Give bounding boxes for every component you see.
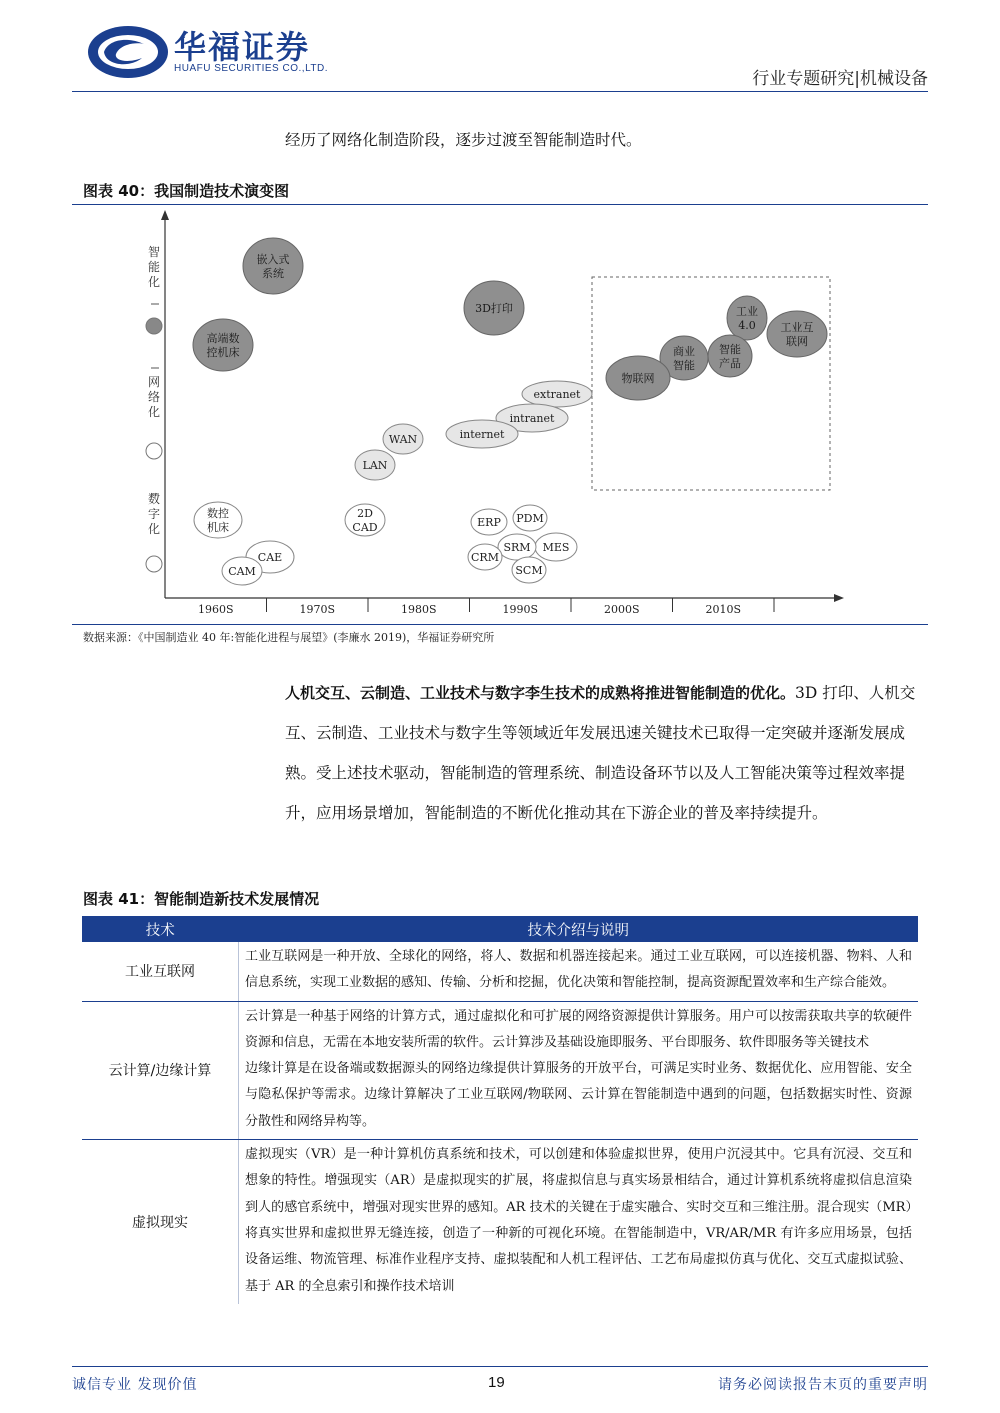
technology-bubble-label: MES [542, 541, 570, 554]
y-axis-arrow [161, 210, 169, 220]
logo-english-name: HUAFU SECURITIES CO.,LTD. [174, 63, 328, 74]
technology-bubble-label: CAD [352, 521, 378, 534]
technology-bubble-label: 数控 [207, 507, 229, 520]
x-tick-label: 1960S [197, 603, 234, 616]
header-divider [72, 91, 928, 92]
y-level-label: 能 [147, 260, 161, 274]
footer-slogan: 诚信专业 发现价值 [72, 1377, 198, 1393]
tech-table-header [82, 916, 918, 942]
tech-description [239, 1001, 919, 1139]
intro-paragraph: 经历了网络化制造阶段，逐步过渡至智能制造时代。 [285, 131, 642, 149]
tech-description-para: 云计算是一种基于网络的计算方式，通过虚拟化和可扩展的网络资源提供计算服务。用户可以按需获取共享的软硬件资源和信息，无需在本地安装所需的软件。云计算涉及基础设施即服务、平台即服务、软件即服务等关键技术 [245, 1008, 912, 1050]
technology-bubble-label: 4.0 [738, 319, 756, 332]
y-level-label: 化 [147, 405, 161, 419]
technology-bubble-label: 系统 [262, 267, 284, 280]
technology-bubble-label: PDM [516, 512, 544, 525]
technology-bubble-label: ERP [477, 516, 501, 529]
technology-bubble-label: 2D [357, 507, 373, 520]
x-tick-label: 1980S [400, 603, 437, 616]
main-paragraph-lead: 人机交互、云制造、工业技术与数字李生技术的成熟将推进智能制造的优化。 [285, 684, 796, 702]
technology-bubble-label: 联网 [786, 335, 808, 348]
y-level-label: 络 [147, 390, 161, 404]
technology-bubble-label: 工业 [736, 305, 758, 318]
technology-bubble-label: SCM [515, 564, 543, 577]
footer-disclaimer: 请务必阅读报告末页的重要声明 [718, 1377, 928, 1393]
table-row [82, 942, 918, 1001]
figure40-top-rule [72, 204, 928, 205]
tech-description [239, 1140, 919, 1304]
technology-bubble-label: 机床 [207, 521, 229, 534]
table-row [82, 1001, 918, 1139]
tech-description-para: 虚拟现实（VR）是一种计算机仿真系统和技术，可以创建和体验虚拟世界，使用户沉浸其中。它具有沉浸、交互和想象的特性。增强现实（AR）是虚拟现实的扩展，将虚拟信息与真实场景相结合，通过计算机系统将虚拟信息渲染到人的感官系统中，增强对现实世界的感知。AR 技术的关键在于虚实融合、实时交互和三维注册。混合现实（MR）将真实世界和虚拟世界无缝连接，创造了一种新的可视化环境。在智能制造中，VR/AR/MR 有许多应用场景，包括设备运维、物流管理、标准作业程序支持、虚拟装配和人机工程评估、工艺布局虚拟仿真与优化、交互式虚拟试验、基于 AR 的全息索引和操作技术培训 [245, 1147, 912, 1294]
tech-description-para: 工业互联网是一种开放、全球化的网络，将人、数据和机器连接起来。通过工业互联网，可以连接机器、物料、人和信息系统，实现工业数据的感知、传输、分析和挖掘，优化决策和智能控制，提高资源配置效率和生产综合能效。 [245, 949, 912, 991]
footer-divider [72, 1366, 928, 1367]
technology-bubble-label: 高端数 [206, 332, 240, 345]
technology-bubble [727, 296, 767, 340]
technology-bubble-label: extranet [533, 388, 581, 401]
tech-name: 云计算/边缘计算 [82, 1001, 239, 1139]
technology-bubble-label: 智能 [673, 359, 695, 372]
y-level-label: 字 [147, 507, 161, 521]
technology-bubble [708, 335, 752, 377]
col-desc-header: 技术介绍与说明 [239, 916, 919, 942]
y-level-label: 网 [147, 375, 161, 389]
y-level-marker [146, 443, 162, 459]
technology-bubble-label: 3D打印 [475, 302, 513, 315]
main-paragraph [285, 673, 928, 833]
technology-bubble-label: CRM [471, 551, 499, 564]
report-category: 行业专题研究|机械设备 [752, 69, 928, 89]
y-level-marker [146, 318, 162, 334]
technology-bubble-label: WAN [388, 433, 418, 446]
table-row [82, 1140, 918, 1304]
figure40-title: 图表 40：我国制造技术演变图 [83, 182, 290, 200]
col-tech-header: 技术 [82, 916, 239, 942]
y-level-marker [146, 556, 162, 572]
technology-bubble-label: 产品 [719, 357, 741, 370]
y-level-label: 智 [147, 245, 161, 259]
technology-bubble-label: 嵌入式 [256, 253, 290, 266]
technology-bubble-label: CAM [228, 565, 256, 578]
technology-bubble [193, 319, 253, 371]
technology-bubble-label: internet [459, 428, 505, 441]
tech-description [239, 942, 919, 1001]
technology-bubble [767, 311, 827, 357]
technology-bubble-label: SRM [503, 541, 531, 554]
technology-bubble-label: 控机床 [206, 346, 240, 359]
tech-table [82, 916, 918, 1304]
logo-chinese-name: 华福证券 [174, 28, 311, 66]
page-number: 19 [488, 1374, 505, 1391]
technology-bubble-label: 物联网 [621, 372, 655, 385]
y-level-label: 化 [147, 522, 161, 536]
technology-bubble-label: CAE [257, 551, 283, 564]
tech-name: 虚拟现实 [82, 1140, 239, 1304]
tech-description-para: 边缘计算是在设备端或数据源头的网络边缘提供计算服务的开放平台，可满足实时业务、数据优化、应用智能、安全与隐私保护等需求。边缘计算解决了工业互联网/物联网、云计算在智能制造中遇到的问题，包括数据实时性、资源分散性和网络异构等。 [245, 1061, 912, 1129]
x-tick-label: 2000S [603, 603, 640, 616]
x-axis-arrow [834, 594, 844, 602]
manufacturing-evolution-chart [72, 206, 928, 624]
technology-bubble [243, 238, 303, 294]
y-level-label: 数 [147, 492, 161, 506]
technology-bubble-label: LAN [362, 459, 388, 472]
technology-bubble-label: intranet [509, 412, 555, 425]
x-tick-label: 1970S [299, 603, 336, 616]
technology-bubble-label: 智能 [719, 343, 741, 356]
tech-name: 工业互联网 [82, 942, 239, 1001]
figure41-title: 图表 41：智能制造新技术发展情况 [83, 890, 320, 908]
figure40-bottom-rule [72, 624, 928, 625]
main-paragraph-body: 3D 打印、人机交互、云制造、工业技术与数字生等领域近年发展迅速关键技术已取得一定突破并逐渐发展成熟。受上述技术驱动，智能制造的管理系统、制造设备环节以及人工智能决策等过程效率提升，应用场景增加，智能制造的不断优化推动其在下游企业的普及率持续提升。 [285, 684, 916, 822]
x-tick-label: 1990S [502, 603, 539, 616]
y-level-label: 化 [147, 275, 161, 289]
technology-bubble-label: 商业 [673, 345, 695, 358]
figure40-source: 数据来源：《中国制造业 40 年:智能化进程与展望》(李廉水 2019)，华福证券研究所 [83, 631, 495, 644]
x-tick-label: 2010S [705, 603, 742, 616]
technology-bubble-label: 工业互 [780, 321, 814, 334]
